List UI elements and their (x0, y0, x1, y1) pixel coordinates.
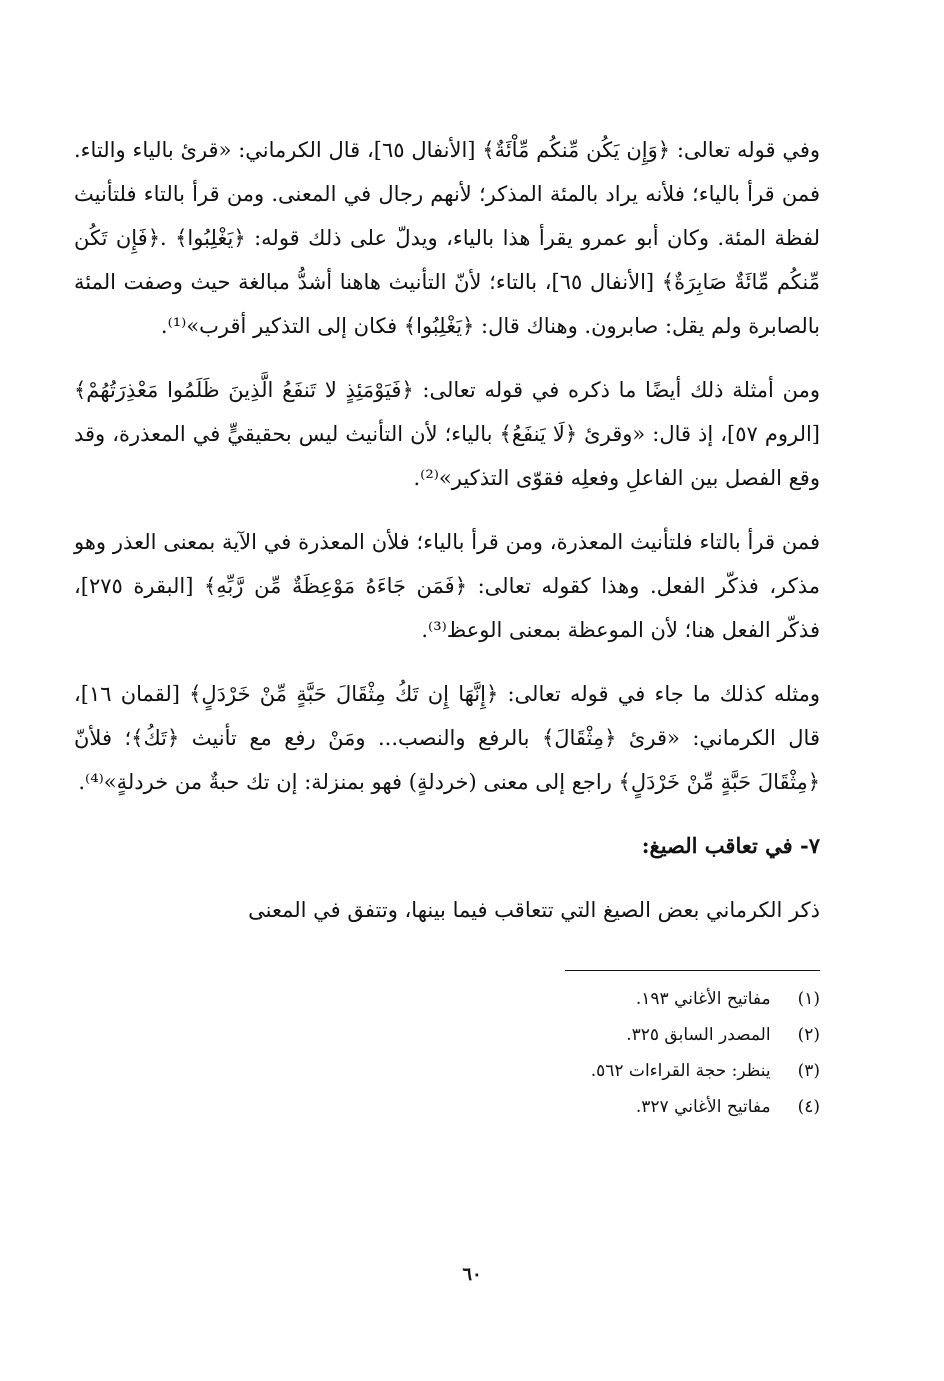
footnote-text: ينظر: حجة القراءات ٥٦٢. (590, 1061, 771, 1081)
footnotes (74, 981, 820, 1125)
footnote-number: (٤) (797, 1097, 820, 1117)
footnote-2 (74, 1017, 820, 1053)
paragraph-5: ذكر الكرماني بعض الصيغ التي تتعاقب فيما بينها، وتتفق في المعنى (248, 898, 820, 922)
footnote-3 (74, 1053, 820, 1089)
footnote-number: (٢) (797, 1025, 820, 1045)
footnote-text: مفاتيح الأغاني ٣٢٧. (635, 1097, 771, 1117)
footnote-number: (٣) (797, 1061, 820, 1081)
footnote-number: (١) (797, 989, 820, 1009)
section-heading: ٧- في تعاقب الصيغ: (641, 833, 820, 858)
paragraph-3: فمن قرأ بالتاء فلتأنيث المعذرة، ومن قرأ بالياء؛ فلأن المعذرة في الآية بمعنى العذر وهو مذكر، فذكّر الفعل. وهذا كقوله تعالى: ﴿فَمَن جَاءَهُ مَوْعِظَةٌ مِّن رَّبِّهِ﴾ [البقرة ٢٧٥]، فذكّر الفعل هنا؛ لأن الموعظة بمعنى الوعظ⁽³⁾. (74, 530, 820, 642)
paragraph-4: ومثله كذلك ما جاء في قوله تعالى: ﴿إِنَّهَا إِن تَكُ مِثْقَالَ حَبَّةٍ مِّنْ خَرْدَلٍ﴾ [لقمان ١٦]، قال الكرماني: «قرئ ﴿مِثْقَالَ﴾ بالرفع والنصب... ومَنْ رفع مع تأنيث ﴿تَكُ﴾؛ فلأنّ ﴿مِثْقَالَ حَبَّةٍ مِّنْ خَرْدَلٍ﴾ راجع إلى معنى (خردلةٍ) فهو بمنزلة: إن تك حبةٌ من خردلةٍ»⁽⁴⁾. (74, 682, 820, 794)
page-number: ٦٠ (462, 1264, 482, 1285)
paragraph-2: ومن أمثلة ذلك أيضًا ما ذكره في قوله تعالى: ﴿فَيَوْمَئِذٍ لا تَنفَعُ الَّذِينَ ظَلَمُوا مَعْذِرَتُهُمْ﴾ [الروم ٥٧]، إذ قال: «وقرئ ﴿لَا يَنفَعُ﴾ بالياء؛ لأن التأنيث ليس بحقيقيٍّ في المعذرة، وقد وقع الفصل بين الفاعلِ وفعلِه فقوّى التذكير»⁽²⁾. (74, 378, 820, 490)
footnote-1 (74, 981, 820, 1017)
footnote-4 (74, 1089, 820, 1125)
footnote-text: المصدر السابق ٣٢٥. (626, 1025, 771, 1045)
page-body (74, 128, 820, 1125)
paragraph-1: وفي قوله تعالى: ﴿وَإِن يَكُن مِّنكُم مِّاْئَةٌ﴾ [الأنفال ٦٥]، قال الكرماني: «قرئ بالياء والتاء. فمن قرأ بالياء؛ فلأنه يراد بالمئة المذكر؛ لأنهم رجال في المعنى. ومن قرأ بالتاء فلتأنيث لفظة المئة. وكان أبو عمرو يقرأ هذا بالياء، ويدلّ على ذلك قوله: ﴿يَغْلِبُوا﴾ .﴿فَإِن تَكُن مِّنكُم مِّائَةٌ صَابِرَةٌ﴾ [الأنفال ٦٥]، بالتاء؛ لأنّ التأنيث هاهنا أشدُّ مبالغة حيث وصفت المئة بالصابرة ولم يقل: صابرون. وهناك قال: ﴿يَغْلِبُوا﴾ فكان إلى التذكير أقرب»⁽¹⁾. (74, 138, 820, 338)
footnote-divider (565, 970, 820, 971)
footnote-text: مفاتيح الأغاني ١٩٣. (635, 989, 771, 1009)
